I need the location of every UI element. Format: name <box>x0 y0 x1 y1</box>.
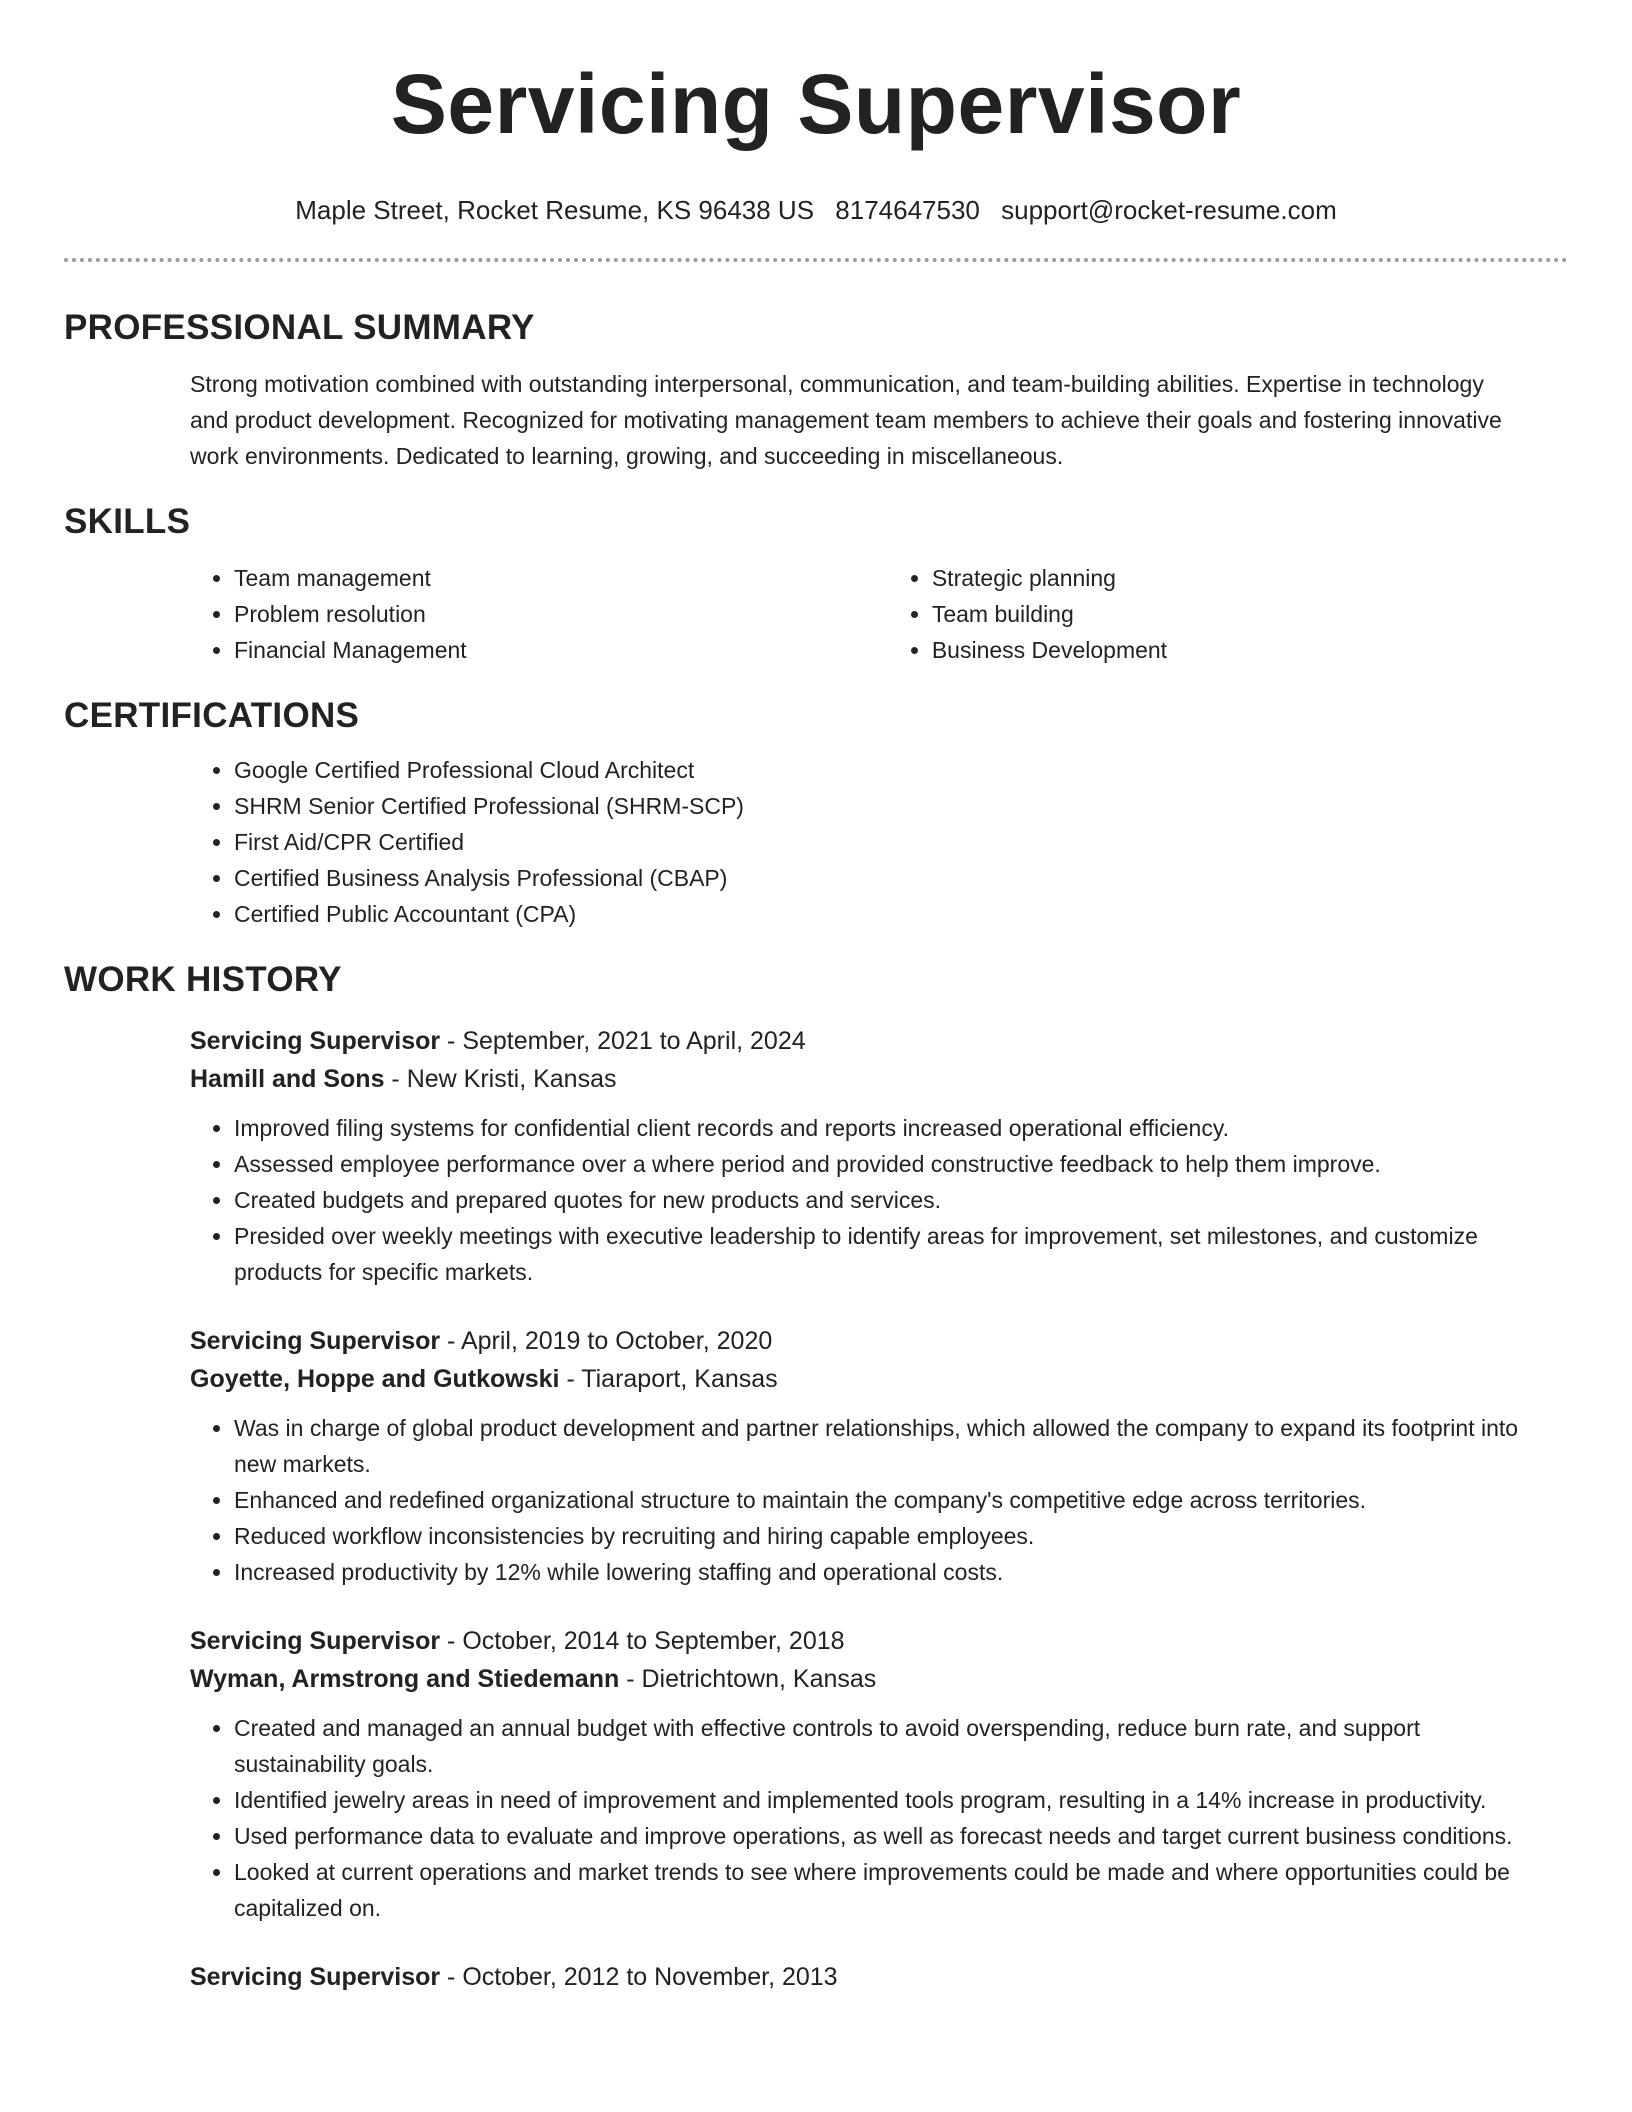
job-bullet: • Presided over weekly meetings with executive leadership to identify areas for improvement, set milestones, and customize products for specific markets. <box>234 1218 1528 1290</box>
certifications-list <box>190 752 1528 932</box>
skills-list-left <box>190 560 888 668</box>
job-bullet: • Used performance data to evaluate and improve operations, as well as forecast needs and target current business conditions. <box>234 1818 1528 1854</box>
job-role: Servicing Supervisor <box>190 1027 441 1055</box>
certifications-title: CERTIFICATIONS <box>64 696 360 735</box>
job-company-line <box>190 1060 1528 1098</box>
resume-name: Servicing Supervisor <box>390 57 1242 151</box>
job-bullets <box>190 1110 1528 1290</box>
job-bullets <box>190 1410 1528 1590</box>
job-role-line <box>190 1958 1528 1996</box>
job-company-line <box>190 1660 1528 1698</box>
job-dates: - October, 2014 to September, 2018 <box>440 1627 845 1655</box>
job-bullets <box>190 1710 1528 1926</box>
job-role: Servicing Supervisor <box>190 1327 441 1355</box>
skills-list-right <box>888 560 1528 668</box>
job-bullet: • Was in charge of global product development and partner relationships, which allowed the company to expand its footprint into new markets. <box>234 1410 1528 1482</box>
certification-item: • First Aid/CPR Certified <box>234 824 1528 860</box>
work-history-title: WORK HISTORY <box>64 960 342 999</box>
contact-line <box>0 194 1632 226</box>
contact-phone: 8174647530 <box>835 195 980 225</box>
job-company-line <box>190 1360 1528 1398</box>
job-location: - Dietrichtown, Kansas <box>619 1665 877 1693</box>
job-bullet: • Created and managed an annual budget with effective controls to avoid overspending, reduce burn rate, and support sustainability goals. <box>234 1710 1528 1782</box>
job-role-line <box>190 1622 1528 1660</box>
contact-address: Maple Street, Rocket Resume, KS 96438 US <box>295 195 815 225</box>
job-bullet: • Created budgets and prepared quotes for new products and services. <box>234 1182 1528 1218</box>
contact-email: support@rocket-resume.com <box>1001 195 1337 225</box>
job-bullet: • Looked at current operations and market trends to see where improvements could be made and where opportunities could be capitalized on. <box>234 1854 1528 1926</box>
skills-grid <box>190 544 1528 668</box>
job-bullet: • Identified jewelry areas in need of improvement and implemented tools program, resulting in a 14% increase in productivity. <box>234 1782 1528 1818</box>
job-entry <box>190 1622 1528 1926</box>
job-role: Servicing Supervisor <box>190 1963 441 1991</box>
certification-item: • Google Certified Professional Cloud Architect <box>234 752 1528 788</box>
skill-item: • Strategic planning <box>932 560 1528 596</box>
job-bullet: • Enhanced and redefined organizational structure to maintain the company's competitive edge across territories. <box>234 1482 1528 1518</box>
job-entry <box>190 1322 1528 1590</box>
job-role: Servicing Supervisor <box>190 1627 441 1655</box>
skill-item: • Problem resolution <box>234 596 888 632</box>
job-dates: - October, 2012 to November, 2013 <box>440 1963 838 1991</box>
job-bullet: • Reduced workflow inconsistencies by recruiting and hiring capable employees. <box>234 1518 1528 1554</box>
skill-item: • Team management <box>234 560 888 596</box>
certifications-section <box>0 694 1632 932</box>
job-entry <box>190 1022 1528 1290</box>
job-bullet: • Improved filing systems for confidential client records and reports increased operational efficiency. <box>234 1110 1528 1146</box>
summary-text: Strong motivation combined with outstanding interpersonal, communication, and team-building abilities. Expertise in technology and product development. Recognized for motivating management team members to achieve their goals and fostering innovative work environments. Dedicated to learning, growing, and succeeding in miscellaneous. <box>190 371 1502 469</box>
skill-item: • Team building <box>932 596 1528 632</box>
job-dates: - September, 2021 to April, 2024 <box>440 1027 806 1055</box>
certification-item: • Certified Business Analysis Professional (CBAP) <box>234 860 1528 896</box>
work-history-section <box>0 958 1632 1996</box>
certification-item: • Certified Public Accountant (CPA) <box>234 896 1528 932</box>
job-location: - Tiaraport, Kansas <box>559 1365 778 1393</box>
skills-title: SKILLS <box>64 502 191 541</box>
job-bullet: • Increased productivity by 12% while lowering staffing and operational costs. <box>234 1554 1528 1590</box>
job-bullet: • Assessed employee performance over a where period and provided constructive feedback to help them improve. <box>234 1146 1528 1182</box>
job-role-line <box>190 1022 1528 1060</box>
job-location: - New Kristi, Kansas <box>384 1065 617 1093</box>
summary-section <box>0 306 1632 474</box>
header-divider <box>64 258 1568 262</box>
skill-item: • Financial Management <box>234 632 888 668</box>
skill-item: • Business Development <box>932 632 1528 668</box>
job-company: Wyman, Armstrong and Stiedemann <box>190 1665 620 1693</box>
skills-section <box>0 500 1632 668</box>
job-role-line <box>190 1322 1528 1360</box>
resume-header <box>0 0 1632 226</box>
job-entry <box>190 1958 1528 1996</box>
certification-item: • SHRM Senior Certified Professional (SHRM-SCP) <box>234 788 1528 824</box>
job-company: Hamill and Sons <box>190 1065 385 1093</box>
job-company: Goyette, Hoppe and Gutkowski <box>190 1365 560 1393</box>
job-dates: - April, 2019 to October, 2020 <box>440 1327 773 1355</box>
summary-title: PROFESSIONAL SUMMARY <box>64 308 535 347</box>
